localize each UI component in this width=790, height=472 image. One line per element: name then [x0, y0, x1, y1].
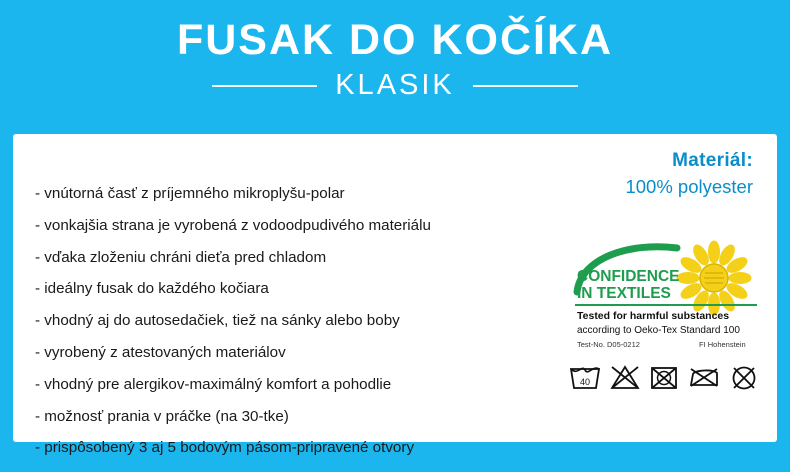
list-item: - prispôsobený 3 aj 5 bodovým pásom-pripravené otvory — [35, 439, 415, 457]
feature-list — [35, 186, 575, 472]
cert-line2: IN TEXTILES — [577, 285, 671, 302]
list-item: - vyrobený z atestovaných materiálov — [35, 343, 286, 361]
material-block — [555, 150, 759, 198]
cert-test-no: Test-No. D05-0212 — [577, 340, 640, 349]
subtitle-row — [0, 69, 790, 102]
care-symbols — [569, 364, 759, 390]
material-value: 100% polyester — [625, 176, 753, 197]
page-title: FUSAK DO KOČÍKA — [176, 16, 614, 64]
svg-text:40: 40 — [579, 377, 591, 387]
banner-header — [0, 0, 790, 126]
oeko-tex-certificate — [571, 240, 761, 350]
list-item: - možnosť prania v práčke (na 30-tke) — [35, 407, 289, 425]
no-bleach-icon — [610, 364, 640, 390]
no-iron-icon — [688, 364, 720, 390]
page-subtitle: KLASIK — [335, 69, 455, 102]
list-item: - vhodný aj do autosedačiek, tiež na sánky alebo boby — [35, 312, 400, 330]
cert-line4: according to Oeko-Tex Standard 100 — [577, 325, 740, 336]
content-card — [13, 134, 777, 457]
cert-institute: FI Hohenstein — [699, 340, 746, 349]
list-item: - vonkajšia strana je vyrobená z vodoodpudivého materiálu — [35, 216, 431, 234]
divider-right — [473, 85, 578, 87]
list-item: - vďaka zloženiu chráni dieťa pred chladom — [35, 248, 327, 266]
cert-line1: CONFIDENCE — [577, 268, 680, 285]
list-item: - vhodný pre alergikov-maximálný komfort a pohodlie — [35, 375, 392, 393]
no-dry-clean-icon — [729, 364, 759, 390]
material-label: Materiál: — [672, 150, 753, 171]
divider-left — [212, 85, 317, 87]
cert-line3: Tested for harmful substances — [577, 310, 730, 322]
wash-40-icon — [569, 364, 601, 390]
list-item: - vnútorná časť z príjemného mikroplyšu-polar — [35, 185, 345, 202]
list-item: - ideálny fusak do každého kočiara — [35, 280, 269, 298]
no-tumble-dry-icon — [649, 364, 679, 390]
